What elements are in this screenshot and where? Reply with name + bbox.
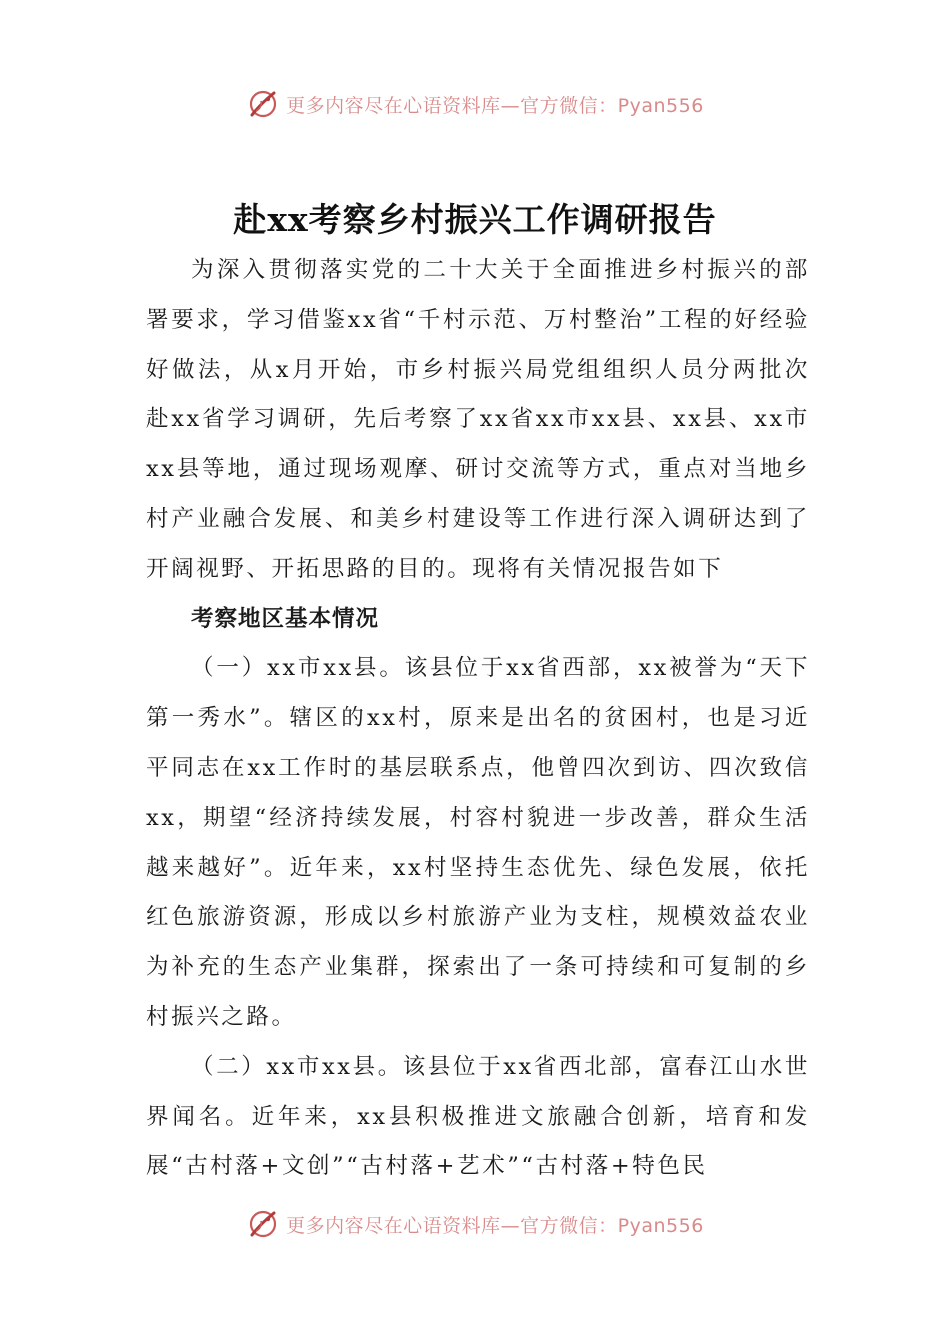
intro-paragraph: 为深入贯彻落实党的二十大关于全面推进乡村振兴的部署要求，学习借鉴xx省“千村示范、万村整治”工程的好经验好做法，从x月开始，市乡村振兴局党组组织人员分两批次赴xx省学习调研，先后考察了xx省xx市xx县、xx县、xx市xx县等地，通过现场观摩、研讨交流等方式，重点对当地乡村产业融合发展、和美乡村建设等工作进行深入调研达到了开阔视野、开拓思路的目的。现将有关情况报告如下: [146, 257, 810, 582]
watermark-text: 更多内容尽在心语资料库—官方微信：Pyan556: [286, 1214, 704, 1237]
paragraph-county-1: （一）xx市xx县。该县位于xx省西部，xx被誉为“天下第一秀水”。辖区的xx村，原来是出名的贫困村，也是习近平同志在xx工作时的基层联系点，他曾四次到访、四次致信xx，期望“经济持续发展，村容村貌进一步改善，群众生活越来越好”。近年来，xx村坚持生态优先、绿色发展，依托红色旅游资源，形成以乡村旅游产业为支柱，规模效益农业为补充的生态产业集群，探索出了一条可持续和可复制的乡村振兴之路。: [146, 655, 810, 1030]
brush-logo-icon: [246, 87, 280, 121]
watermark-text: 更多内容尽在心语资料库—官方微信：Pyan556: [286, 94, 704, 117]
document-title: 赴xx考察乡村振兴工作调研报告: [233, 200, 717, 239]
footer-watermark: [0, 1204, 950, 1244]
header-watermark: [0, 84, 950, 124]
paragraph-county-2: （二）xx市xx县。该县位于xx省西北部，富春江山水世界闻名。近年来，xx县积极推进文旅融合创新，培育和发展“古村落+文创”“古村落+艺术”“古村落+特色民: [146, 1053, 810, 1180]
brush-logo-icon: [246, 1207, 280, 1241]
document-body: [146, 246, 810, 1192]
section-heading: 考察地区基本情况: [191, 605, 380, 632]
